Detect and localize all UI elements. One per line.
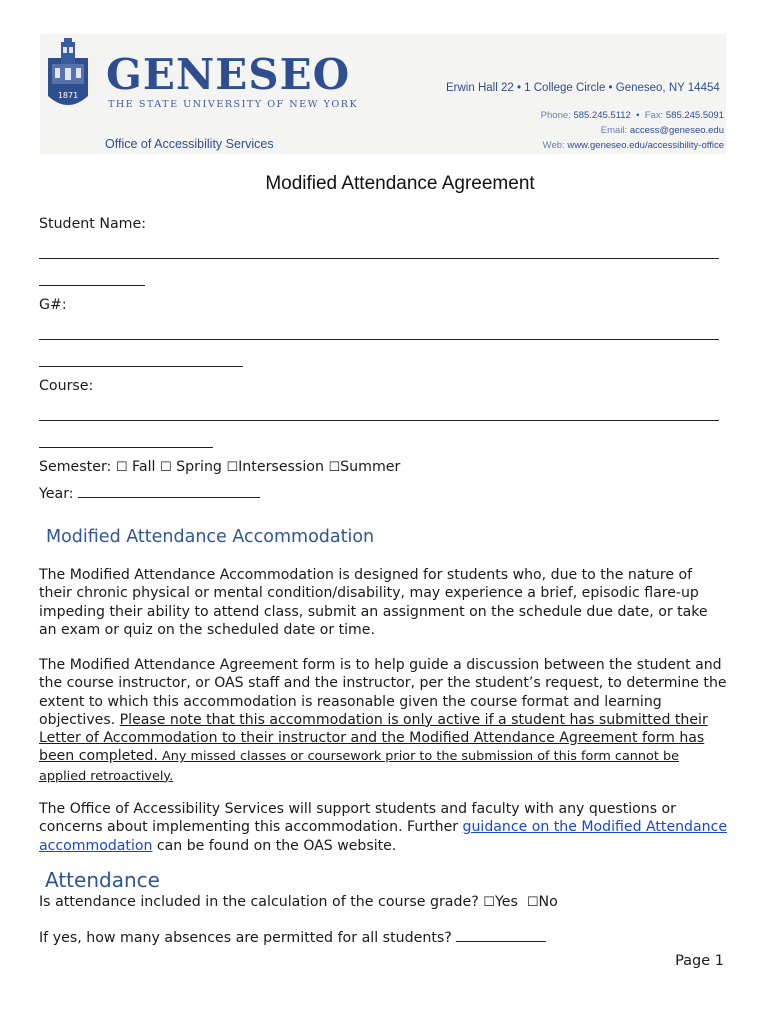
g-number-field-line[interactable]: [39, 339, 719, 340]
fall-option-label: Fall: [132, 459, 156, 475]
intersession-option-label: Intersession: [238, 459, 324, 475]
page-number: Page 1: [675, 953, 724, 969]
absences-question-row: [39, 929, 546, 947]
course-label: Course:: [39, 378, 94, 394]
attendance-grade-question-row: [39, 893, 558, 912]
student-name-field-line-2[interactable]: [39, 285, 145, 286]
svg-text:1871: 1871: [57, 91, 79, 100]
email-address: access@geneseo.edu: [629, 125, 724, 136]
course-field-line[interactable]: [39, 420, 719, 421]
semester-label: Semester:: [39, 459, 112, 475]
guidance-link[interactable]: guidance on the Modified Attendance accommodation: [39, 819, 727, 854]
email-line: Email: access@geneseo.edu: [600, 125, 724, 136]
modified-attendance-heading: Modified Attendance Accommodation: [46, 527, 375, 547]
year-field-line[interactable]: [78, 485, 260, 498]
phone-number: 585.245.5112: [573, 110, 631, 121]
office-name: Office of Accessibility Services: [105, 137, 274, 151]
fall-checkbox[interactable]: ☐: [115, 460, 128, 475]
g-number-field-line-2[interactable]: [39, 366, 243, 367]
spring-option-label: Spring: [176, 459, 222, 475]
paragraph-agreement-purpose: The Modified Attendance Agreement form is to help guide a discussion between the student and the course instructor, or OAS staff and the instructor, per the student’s request, to determine the extent to which this accommodation is reasonable given the course format and learning objectives. Please note that this accommodation is only active if a student has submitted their Letter of Accommodation to their instructor and the Modified Attendance Agreement form has been completed. Any missed classes or coursework prior to the submission of this form cannot be applied retroactively.: [39, 657, 727, 784]
student-name-label: Student Name:: [39, 216, 146, 232]
yes-checkbox[interactable]: ☐: [483, 895, 495, 910]
summer-option-label: Summer: [340, 459, 401, 475]
g-number-label: G#:: [39, 297, 67, 313]
course-field-line-2[interactable]: [39, 447, 213, 448]
no-checkbox[interactable]: ☐: [526, 895, 539, 910]
yes-option-label: Yes: [494, 894, 518, 910]
web-line: Web: www.geneseo.edu/accessibility-office: [542, 140, 724, 151]
activation-notice: Please note that this accommodation is only active if a student has submitted their Letter of Accommodation to their instructor and the Modified Attendance Agreement form has been completed.: [39, 711, 708, 765]
absences-field-line[interactable]: [456, 929, 546, 942]
student-name-field-line[interactable]: [39, 258, 719, 259]
paragraph-accommodation-description: The Modified Attendance Accommodation is designed for students who, due to the nature of their chronic physical or mental condition/disability, may experience a brief, episodic flare-up impeding their ability to attend class, submit an assignment on the schedule due date, or take an exam or quiz on the scheduled date or time.: [39, 567, 708, 638]
geneseo-seal-logo: [44, 38, 92, 114]
no-option-label: No: [538, 894, 558, 910]
attendance-heading: Attendance: [45, 868, 160, 892]
brand-subtitle: THE STATE UNIVERSITY OF NEW YORK: [108, 99, 359, 110]
brand-name: GENESEO: [106, 50, 351, 99]
year-label: Year:: [39, 486, 74, 502]
office-address: Erwin Hall 22 • 1 College Circle • Geneseo, NY 14454: [446, 82, 720, 94]
spring-checkbox[interactable]: ☐: [159, 460, 172, 475]
summer-checkbox[interactable]: ☐: [328, 460, 341, 475]
attendance-grade-question: Is attendance included in the calculation of the course grade?: [39, 894, 479, 910]
year-row: [39, 485, 260, 503]
absences-question: If yes, how many absences are permitted for all students?: [39, 930, 452, 946]
document-title: Modified Attendance Agreement: [265, 173, 535, 194]
paragraph-oas-support: The Office of Accessibility Services will support students and faculty with any questions or concerns about implementing this accommodation. Further guidance on the Modified Attendance accommodation can be found on the OAS website.: [39, 801, 727, 854]
website-address: www.geneseo.edu/accessibility-office: [567, 140, 724, 151]
fax-number: 585.245.5091: [665, 110, 724, 121]
phone-fax-line: Phone: 585.245.5112 • Fax: 585.245.5091: [540, 110, 724, 121]
retroactive-notice: Any missed classes or coursework prior to the submission of this form cannot be applied retroactively.: [39, 749, 679, 784]
semester-row: [39, 458, 400, 477]
intersession-checkbox[interactable]: ☐: [226, 460, 239, 475]
